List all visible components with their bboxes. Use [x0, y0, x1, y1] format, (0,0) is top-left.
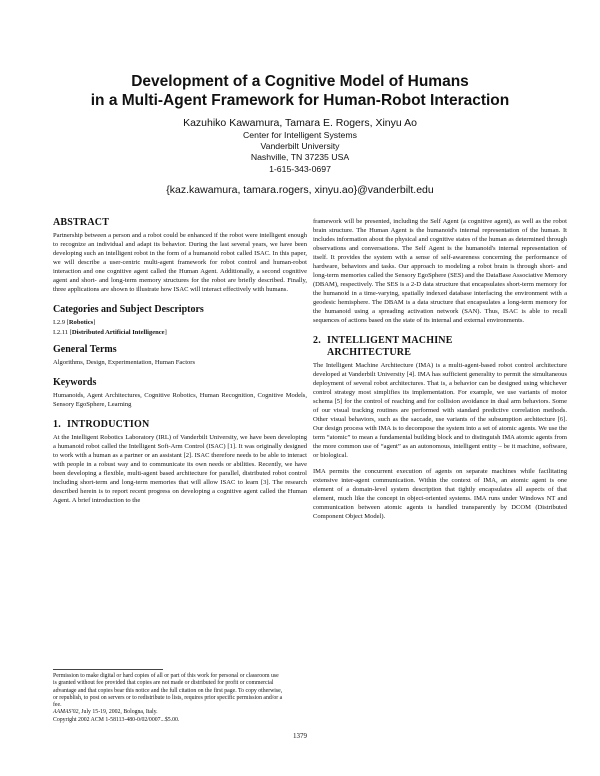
categories-heading: Categories and Subject Descriptors	[53, 304, 204, 315]
affiliation-line: 1-615-343-0697	[269, 163, 331, 174]
paper-title-line-2: in a Multi-Agent Framework for Human-Robot Interaction	[90, 92, 510, 109]
author-list: Kazuhiko Kawamura, Tamara E. Rogers, Xinyu Ao	[183, 117, 417, 129]
section-title: INTELLIGENT MACHINE	[327, 335, 453, 346]
abstract-heading: ABSTRACT	[53, 217, 110, 228]
section-2-paragraph-1: The Intelligent Machine Architecture (IMA) is a multi-agent-based robot control architecture developed at Vanderbilt University [4]. IMA has sufficient generality to permit the simultaneous deployment of several robot architectures. That is, a behavior can be designed using whichever control strategy most simplifies its implementation. For example, we use variants of motor schema [5] for the control of reaching and for collision avoidance in dual arm behaviors. Some of our visual tracking routines are performed with standard predictive correlation methods. Other visual behaviors, such as the saccade, use variants of the subsumption architecture [6]. Our design process with IMA is to decompose the system into a set of atomic agents. We use the term “atomic” to mean a fundamental building block and to distinguish IMA atomic agents from the more common use of “agent” as an autonomous, intelligent entity – be it machine, software, or biological.	[313, 362, 567, 459]
introduction-text: At the Intelligent Robotics Laboratory (IRL) of Vanderbilt University, we have been developing a humanoid robot called the Intelligent Soft-Arm Control (ISAC) [1]. It was originally designed to work with a human as a partner or an assistant [2]. ISAC therefore needs to be able to interact with people in a robust way and to communicate its own needs or abilities. Recently, we have been developing a flexible, multi-agent based architecture for parallel, distributed robot control including short-term and long-term memories that will allow ISAC to learn [3]. The research described herein is to report recent progress on developing a cognitive agent called the Human Agent. A brief introduction to the	[53, 434, 307, 504]
intro-continued-text: framework will be presented, including the Self Agent (a cognitive agent), as well as the robot brain structure. The Human Agent is the humanoid's internal representation of the human. It includes information about the physical and cognitive states of the human as determined through observations and conversations. The Self Agent is the humanoid's internal representation of itself. It provides the system with a sense of self-awareness concerning the performance of hardware, behaviors and tasks. Our approach to modeling a robot brain is through short- and long-term memories called the Sensory EgoSphere (SES) and the DataBase Associative Memory (DBAM), respectively. The SES is a 2-D data structure that encapsulates short-term memory for the humanoid in a time-varying, spatially indexed database interfacing the environment with a geodesic hemisphere. The DBAM is a data structure that encapsulates a long-term memory for the humanoid using a spreading activation network (SAN). Thus, ISAC is able to recall sequences of actions based on the state of its internal and external environments.	[313, 218, 567, 324]
section-2-paragraph-2: IMA permits the concurrent execution of agents on separate machines while facilitating extensive inter-agent communication. Within the context of IMA, an atomic agent is one element of a domain-level system description that tightly encapsulates all aspects of that element, much like the concept in object-oriented systems. IMA runs under Windows NT and communication between atomic agents is handled transparently by DCOM (Distributed Component Object Model).	[313, 468, 567, 520]
affiliation-line: Vanderbilt University	[260, 141, 340, 152]
section-2-heading	[313, 335, 567, 359]
page-number: 1379	[293, 732, 307, 740]
abstract-text: Partnership between a person and a robot could be enhanced if the robot were intelligent enough to recognize an individual and adapt its behavior. During the last several years, we have been developing such an intelligent robot in the form of a humanoid robot called ISAC. In this paper, we will describe a user-centric multi-agent framework for robot control and human-robot interaction and one cognitive agent called the Human Agent. Additionally, a second cognitive agent and short- and long-term memory structures for the robot are briefly described. Finally, three applications are shown to illustrate how ISAC will interact effectively with humans.	[53, 232, 307, 293]
title-block	[40, 72, 560, 197]
category-code: I.2.9 [	[53, 319, 69, 326]
author-emails: {kaz.kawamura, tamara.rogers, xinyu.ao}@vanderbilt.edu	[166, 183, 434, 196]
permission-text: Permission to make digital or hard copies of all or part of this work for personal or classroom use is granted without fee provided that copies are not made or distributed for profit or commercial advantage and that copies bear this notice and the full citation on the first page. To copy otherwise, or republish, to post on servers or to redistribute to lists, requires prior specific permission and/or a fee.	[53, 673, 283, 709]
copyright-notice	[53, 669, 283, 724]
general-terms-text: Algorithms, Design, Experimentation, Human Factors	[53, 359, 196, 366]
venue-name: AAMAS'02	[53, 709, 79, 716]
affiliation-line: Center for Intelligent Systems	[243, 130, 357, 140]
venue-details: , July 15-19, 2002, Bologna, Italy.	[78, 709, 158, 716]
footnote-divider	[53, 669, 163, 670]
keywords-heading: Keywords	[53, 377, 97, 388]
section-title-continued: ARCHITECTURE	[327, 347, 412, 358]
left-column	[53, 217, 307, 505]
category-code: I.2.11 [	[53, 328, 72, 336]
section-number: 2.	[313, 335, 321, 346]
affiliation-line: Nashville, TN 37235 USA	[250, 152, 350, 163]
category-label: Robotics	[68, 319, 94, 326]
category-item: I.2.9 [Robotics]	[53, 319, 96, 326]
keywords-text: Humanoids, Agent Architectures, Cognitive Robotics, Human Recognition, Cognitive Models, Sensory EgoSphere, Learning	[53, 392, 307, 408]
section-title: INTRODUCTION	[67, 419, 150, 430]
paper-title-line-1: Development of a Cognitive Model of Humans	[131, 73, 469, 90]
section-number: 1.	[53, 419, 61, 430]
venue-line	[53, 709, 283, 716]
copyright-line: Copyright 2002 ACM 1-58113-480-0/02/0007...$5.00.	[53, 716, 180, 723]
category-label: Distributed Artificial Intelligence	[71, 328, 165, 336]
general-terms-heading: General Terms	[53, 344, 117, 355]
introduction-heading	[53, 419, 307, 431]
right-column	[313, 217, 567, 521]
category-item: I.2.11 [Distributed Artificial Intelligence]	[53, 328, 167, 336]
